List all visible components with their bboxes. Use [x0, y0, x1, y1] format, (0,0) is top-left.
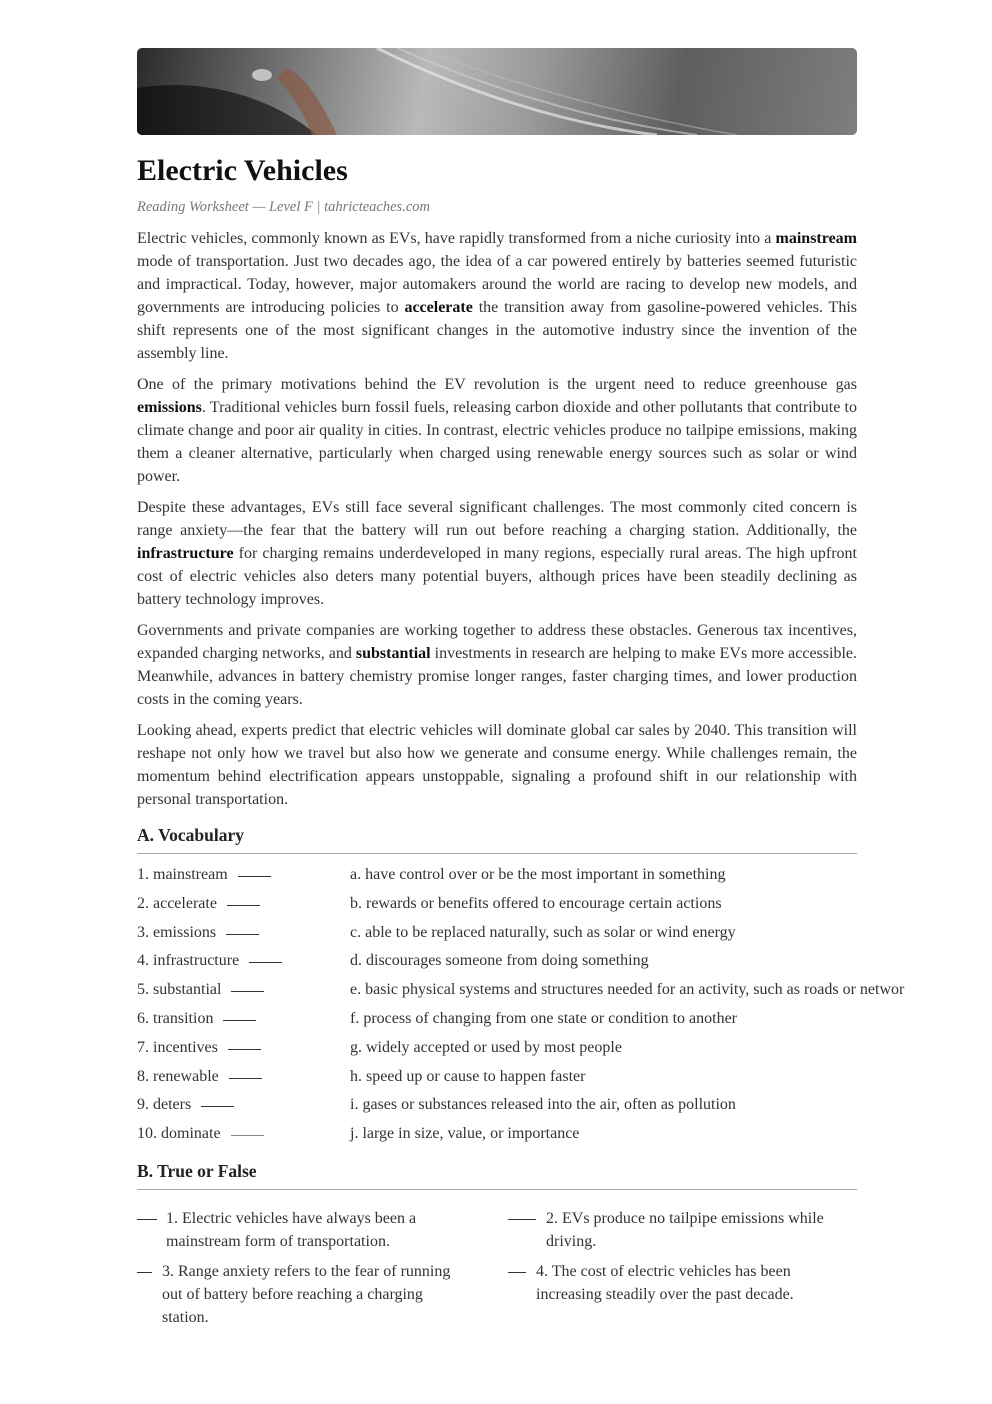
tf-line: station. [162, 1308, 209, 1326]
tf-line: 3. Range anxiety refers to the fear of running [162, 1262, 451, 1280]
tf-line: driving. [546, 1232, 597, 1250]
answer-blank[interactable] [201, 1105, 234, 1107]
tf-question-text [546, 1207, 824, 1253]
vocab-definition: f. process of changing from one state or condition to another [350, 1009, 737, 1027]
answer-blank[interactable] [137, 1271, 152, 1273]
tf-line: 1. Electric vehicles have always been a [166, 1209, 417, 1227]
vocab-row [137, 1007, 857, 1036]
answer-blank[interactable] [226, 933, 259, 935]
vocab-term [137, 1122, 264, 1146]
banner-highlight [252, 69, 272, 81]
vocab-row [137, 978, 905, 1007]
vocab-row [137, 949, 857, 978]
tf-question-text [166, 1207, 416, 1253]
passage-text: Despite these advantages, EVs still face several significant challenges. The most commonly cited concern is range anxiety—the fear that the battery will run out before reaching a charging station. Additionally, the [137, 499, 857, 539]
vocab-keyword: emissions [137, 399, 202, 416]
passage-text: Governments and private companies are working together to address these obstacles. Generous tax incentives, expanded charging networks, and [137, 622, 857, 662]
vocab-row [137, 1036, 857, 1065]
answer-blank[interactable] [229, 1077, 262, 1079]
vocab-definition: j. large in size, value, or importance [350, 1125, 580, 1143]
banner-photo-shapes [137, 48, 857, 135]
passage-paragraph-5 [137, 719, 857, 811]
vocab-term-label: 5. substantial [137, 981, 222, 999]
vocab-term-label: 10. dominate [137, 1125, 221, 1143]
answer-blank[interactable] [231, 1134, 264, 1136]
answer-blank[interactable] [508, 1271, 526, 1273]
banner-image [137, 48, 857, 135]
vocab-definition: d. discourages someone from doing something [350, 952, 649, 970]
vocab-definition: a. have control over or be the most important in something [350, 866, 726, 883]
vocab-keyword: accelerate [404, 299, 473, 316]
vocabulary-section-title: A. Vocabulary [137, 825, 857, 854]
vocab-term [137, 892, 260, 916]
vocab-definition: b. rewards or benefits offered to encourage certain actions [350, 894, 722, 912]
passage-text: . Traditional vehicles burn fossil fuels, releasing carbon dioxide and other pollutants that contribute to climate change and poor air quality in cities. In contrast, electric vehicles produce no tailpipe emissions, making them a cleaner alternative, particularly when charged using renewable energy sources such as solar or wind power. [137, 399, 857, 485]
vocab-definition: g. widely accepted or used by most people [350, 1038, 622, 1056]
tf-line: out of battery before reaching a charging [162, 1285, 423, 1303]
vocab-definition: h. speed up or cause to happen faster [350, 1067, 586, 1085]
page-subtitle: Reading Worksheet — Level F | tahricteaches.com [137, 199, 430, 215]
tf-line: 4. The cost of electric vehicles has been [536, 1262, 791, 1280]
vocab-term [137, 1007, 256, 1031]
page-title: Electric Vehicles [137, 154, 348, 187]
vocab-term [137, 863, 271, 887]
answer-blank[interactable] [238, 875, 271, 877]
passage-paragraph-2 [137, 373, 857, 488]
vocab-definition: e. basic physical systems and structures needed for an activity, such as roads or networ [350, 981, 905, 999]
vocab-keyword: substantial [355, 645, 431, 662]
answer-blank[interactable] [137, 1218, 157, 1220]
vocab-row [137, 1093, 857, 1122]
tf-line: 2. EVs produce no tailpipe emissions while [546, 1209, 824, 1227]
answer-blank[interactable] [231, 990, 264, 992]
vocab-term [137, 1093, 234, 1117]
vocab-row [137, 1122, 857, 1151]
passage-text: One of the primary motivations behind the EV revolution is the urgent need to reduce greenhouse gas [137, 376, 857, 393]
vocabulary-list [137, 863, 905, 1151]
vocab-row [137, 1065, 857, 1094]
true-false-list [137, 1199, 857, 1339]
tf-question-text [162, 1260, 450, 1329]
passage-text: for charging remains underdeveloped in many regions, especially rural areas. The high upfront cost of electric vehicles also deters many potential buyers, although prices have been steadily declining as battery technology improves. [137, 545, 857, 608]
tf-line: increasing steadily over the past decade. [536, 1285, 794, 1303]
passage-paragraph-1 [137, 227, 857, 365]
tf-question-text [536, 1260, 794, 1306]
vocab-row [137, 892, 857, 921]
vocab-definition: i. gases or substances released into the air, often as pollution [350, 1096, 736, 1114]
reading-passage [137, 227, 857, 811]
passage-text: investments in research are helping to make EVs more accessible. Meanwhile, advances in battery chemistry promise longer ranges, faster charging times, and lower production costs in the coming years. [137, 645, 857, 708]
vocab-term-label: 6. transition [137, 1009, 214, 1027]
vocab-row [137, 863, 857, 892]
vocab-row [137, 921, 857, 950]
vocab-term-label: 8. renewable [137, 1067, 219, 1085]
passage-text: the transition away from gasoline-powered vehicles. This shift represents one of the most significant changes in the automotive industry since the invention of the assembly line. [137, 299, 858, 362]
answer-blank[interactable] [227, 904, 260, 906]
passage-text: Looking ahead, experts predict that electric vehicles will dominate global car sales by 2040. This transition will reshape not only how we travel but also how we generate and consume energy. While challenges remain, the momentum behind electrification appears unstoppable, signaling a profound shift in our relationship with personal transportation. [137, 722, 857, 808]
vocab-keyword: mainstream [775, 230, 857, 247]
passage-text: mode of transportation. Just two decades ago, the idea of a car powered entirely by batteries seemed futuristic and impractical. Today, however, major automakers around the world are racing to develop new models, and governments are introducing policies to [137, 253, 857, 316]
vocab-term [137, 1036, 261, 1060]
answer-blank[interactable] [228, 1048, 261, 1050]
answer-blank[interactable] [249, 961, 282, 963]
vocab-term-label: 4. infrastructure [137, 952, 240, 970]
vocab-term-label: 3. emissions [137, 923, 217, 941]
tf-line: mainstream form of transportation. [166, 1232, 390, 1250]
vocab-term [137, 978, 264, 1002]
vocab-term-label: 2. accelerate [137, 894, 217, 912]
passage-paragraph-4 [137, 619, 857, 711]
vocab-keyword: infrastructure [137, 545, 234, 562]
vocab-term [137, 949, 282, 973]
banner-streak-1 [377, 48, 657, 135]
passage-paragraph-3 [137, 496, 857, 611]
answer-blank[interactable] [508, 1218, 536, 1220]
passage-text: Electric vehicles, commonly known as EVs, have rapidly transformed from a niche curiosity into a [137, 230, 776, 247]
worksheet-content [137, 48, 905, 1339]
vocab-term-label: 1. mainstream [137, 866, 228, 883]
vocab-term [137, 1065, 262, 1089]
vocab-term-label: 7. incentives [137, 1038, 218, 1056]
vocab-term-label: 9. deters [137, 1096, 192, 1114]
vocab-definition: c. able to be replaced naturally, such as solar or wind energy [350, 923, 736, 941]
vocab-term [137, 921, 259, 945]
answer-blank[interactable] [223, 1019, 256, 1021]
true-false-section-title: B. True or False [137, 1161, 857, 1190]
